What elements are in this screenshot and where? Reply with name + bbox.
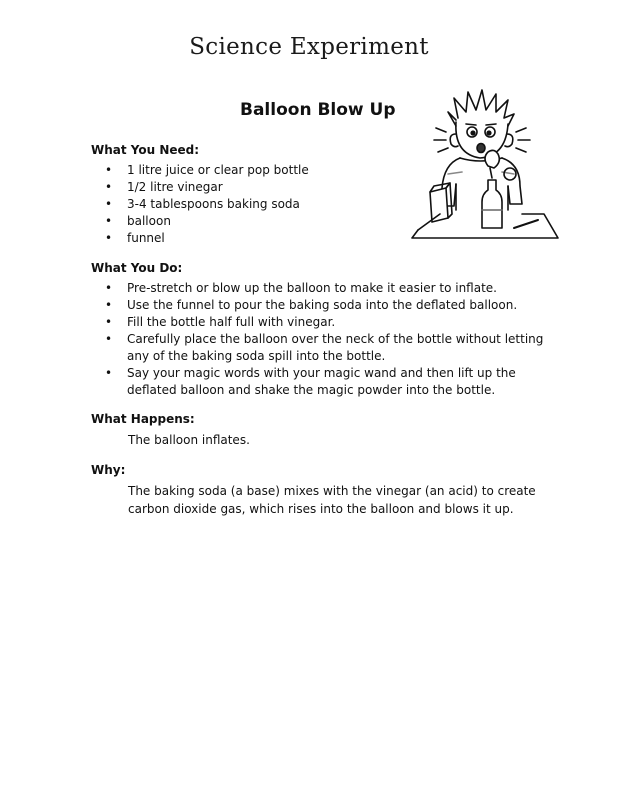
what-you-need-heading: What You Need: [91, 143, 200, 157]
what-you-do-heading: What You Do: [91, 261, 183, 275]
list-item: • Use the funnel to pour the baking soda into the deflated balloon. [91, 297, 561, 314]
experiment-title: Balloon Blow Up [240, 100, 396, 120]
list-item: • 3-4 tablespoons baking soda [91, 196, 561, 213]
list-item: • balloon [91, 213, 561, 230]
why-heading: Why: [91, 463, 126, 477]
list-item: • Fill the bottle half full with vinegar. [91, 314, 561, 331]
page-title: Science Experiment [189, 34, 429, 60]
what-you-need-section [91, 143, 561, 247]
list-item: • Pre-stretch or blow up the balloon to make it easier to inflate. [91, 280, 561, 297]
what-happens-section [91, 412, 561, 449]
list-item: • 1/2 litre vinegar [91, 179, 561, 196]
list-item: • Carefully place the balloon over the neck of the bottle without letting any of the baking soda spill into the bottle. [91, 331, 561, 365]
what-happens-text: The balloon inflates. [128, 433, 250, 447]
steps-list [91, 280, 561, 399]
what-happens-heading: What Happens: [91, 412, 195, 426]
what-you-do-section [91, 261, 561, 399]
list-item: • funnel [91, 230, 561, 247]
materials-list [91, 162, 561, 247]
why-section [91, 463, 561, 518]
why-text: The baking soda (a base) mixes with the vinegar (an acid) to create carbon dioxide gas, which rises into the balloon and blows it up. [128, 484, 536, 516]
list-item: • Say your magic words with your magic wand and then lift up the deflated balloon and shake the magic powder into the bottle. [91, 365, 561, 399]
list-item: • 1 litre juice or clear pop bottle [91, 162, 561, 179]
